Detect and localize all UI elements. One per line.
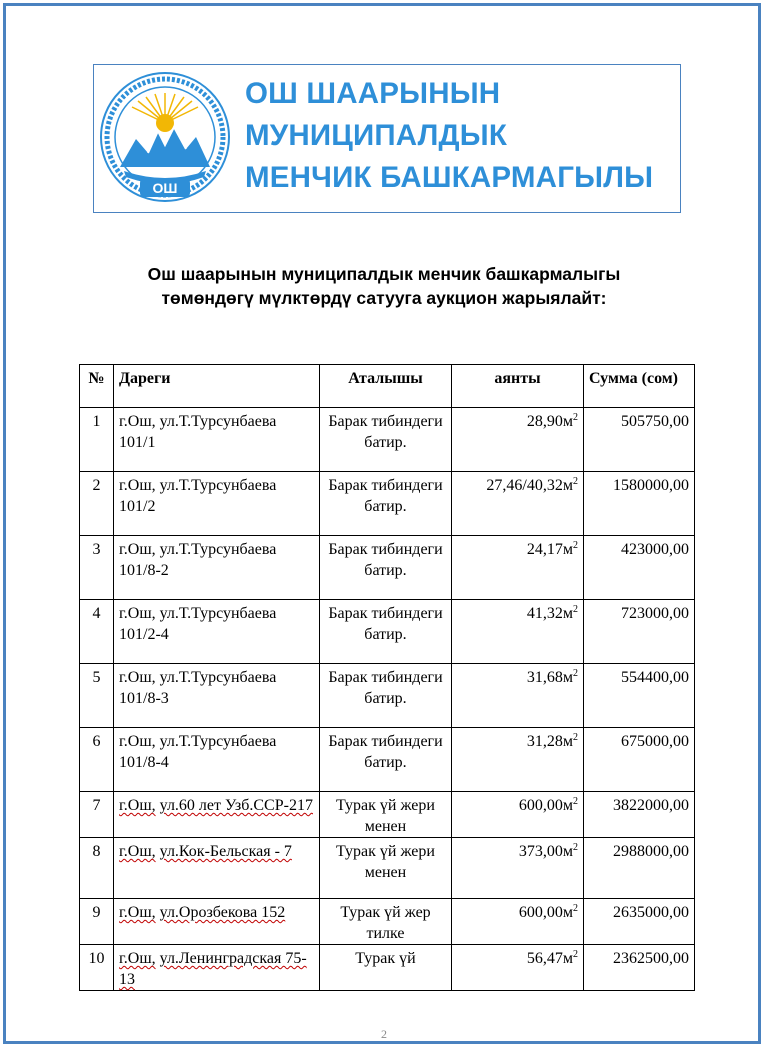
- office-title-line-1: ОШ ШААРЫНЫН: [245, 77, 501, 110]
- table-row: [80, 408, 695, 472]
- auction-lots-table: [79, 364, 695, 991]
- cell-area: [452, 536, 584, 600]
- area-value: 41,32м: [526, 605, 573, 622]
- area-value: 27,46/40,32м: [486, 477, 573, 494]
- table-row: [80, 945, 695, 991]
- emblem-text: ОШ: [152, 180, 178, 196]
- cell-num: 3: [80, 536, 114, 600]
- area-value: 56,47м: [526, 950, 573, 967]
- cell-area: [452, 472, 584, 536]
- cell-sum: 675000,00: [584, 728, 695, 792]
- cell-area: [452, 728, 584, 792]
- cell-area: [452, 408, 584, 472]
- cell-name: Барак тибиндеги батир.: [320, 600, 452, 664]
- announcement-line-1: Ош шаарынын муниципалдык менчик башкармалыгы: [147, 264, 621, 284]
- header-sum: Сумма (сом): [584, 365, 695, 408]
- cell-name: Барак тибиндеги батир.: [320, 728, 452, 792]
- cell-sum: 2362500,00: [584, 945, 695, 991]
- area-unit-superscript: 2: [573, 540, 578, 551]
- table-row: [80, 472, 695, 536]
- cell-area: [452, 792, 584, 838]
- area-unit-superscript: 2: [573, 668, 578, 679]
- cell-address: [114, 945, 320, 991]
- cell-name: Турак үй: [320, 945, 452, 991]
- cell-area: [452, 664, 584, 728]
- address-street: г.Ош, ул.Т.Турсунбаева 101/1: [119, 413, 277, 451]
- cell-address: [114, 664, 320, 728]
- address-street: г.Ош, ул.Т.Турсунбаева 101/2-4: [119, 605, 277, 643]
- address-street: г.Ош, ул.Т.Турсунбаева 101/2: [119, 477, 277, 515]
- cell-sum: 1580000,00: [584, 472, 695, 536]
- table-header-row: [80, 365, 695, 408]
- office-title-line-3: МЕНЧИК БАШКАРМАГЫЛЫ: [245, 161, 654, 194]
- cell-address: [114, 792, 320, 838]
- cell-name: Турак үй жери менен: [320, 838, 452, 899]
- office-title: [245, 73, 675, 199]
- area-value: 24,17м: [526, 541, 573, 558]
- area-value: 28,90м: [526, 413, 573, 430]
- cell-num: 2: [80, 472, 114, 536]
- cell-address: [114, 600, 320, 664]
- table-row: [80, 899, 695, 945]
- cell-address: [114, 472, 320, 536]
- cell-sum: 423000,00: [584, 536, 695, 600]
- cell-name: Барак тибиндеги батир.: [320, 536, 452, 600]
- cell-sum: 505750,00: [584, 408, 695, 472]
- cell-name: Барак тибиндеги батир.: [320, 664, 452, 728]
- cell-area: [452, 838, 584, 899]
- address-street: г.Ош, ул.Т.Турсунбаева 101/8-4: [119, 733, 277, 771]
- table-row: [80, 728, 695, 792]
- header-area: аянты: [452, 365, 584, 408]
- address-street: г.Ош, ул.Т.Турсунбаева 101/8-3: [119, 669, 277, 707]
- cell-num: 5: [80, 664, 114, 728]
- header-num: №: [80, 365, 114, 408]
- address-city: г.Ош,: [119, 843, 156, 860]
- announcement-line-2: төмөндөгү мүлктөрдү сатууга аукцион жарыялайт:: [161, 288, 607, 308]
- cell-num: 6: [80, 728, 114, 792]
- cell-name: Барак тибиндеги батир.: [320, 408, 452, 472]
- area-unit-superscript: 2: [573, 732, 578, 743]
- cell-sum: 554400,00: [584, 664, 695, 728]
- header-banner: [93, 64, 681, 213]
- cell-num: 4: [80, 600, 114, 664]
- cell-address: [114, 728, 320, 792]
- cell-num: 9: [80, 899, 114, 945]
- area-value: 31,68м: [526, 669, 573, 686]
- address-city: г.Ош,: [119, 904, 156, 921]
- cell-address: [114, 408, 320, 472]
- cell-num: 1: [80, 408, 114, 472]
- osh-city-emblem-icon: [96, 67, 234, 210]
- area-value: 600,00м: [518, 797, 573, 814]
- area-unit-superscript: 2: [573, 842, 578, 853]
- address-street: ул.Кок-Бельская - 7: [159, 843, 292, 860]
- address-street: ул.Ленинградская 75-13: [119, 950, 307, 988]
- address-street: ул.60 лет Узб.ССР-217: [159, 797, 313, 814]
- area-unit-superscript: 2: [573, 903, 578, 914]
- office-title-line-2: МУНИЦИПАЛДЫК: [245, 119, 508, 152]
- area-unit-superscript: 2: [573, 949, 578, 960]
- table-row: [80, 600, 695, 664]
- area-value: 600,00м: [518, 904, 573, 921]
- cell-address: [114, 536, 320, 600]
- cell-sum: 723000,00: [584, 600, 695, 664]
- address-street: ул.Орозбекова 152: [159, 904, 286, 921]
- header-address: Дареги: [114, 365, 320, 408]
- cell-num: 7: [80, 792, 114, 838]
- address-street: г.Ош, ул.Т.Турсунбаева 101/8-2: [119, 541, 277, 579]
- cell-num: 8: [80, 838, 114, 899]
- cell-address: [114, 899, 320, 945]
- area-value: 373,00м: [518, 843, 573, 860]
- table-row: [80, 536, 695, 600]
- table-row: [80, 838, 695, 899]
- area-unit-superscript: 2: [573, 412, 578, 423]
- cell-area: [452, 945, 584, 991]
- area-unit-superscript: 2: [573, 604, 578, 615]
- address-city: г.Ош,: [119, 797, 156, 814]
- cell-sum: 2988000,00: [584, 838, 695, 899]
- cell-num: 10: [80, 945, 114, 991]
- table-row: [80, 792, 695, 838]
- area-unit-superscript: 2: [573, 796, 578, 807]
- cell-sum: 3822000,00: [584, 792, 695, 838]
- cell-area: [452, 899, 584, 945]
- cell-sum: 2635000,00: [584, 899, 695, 945]
- table-row: [80, 664, 695, 728]
- cell-address: [114, 838, 320, 899]
- header-name: Аталышы: [320, 365, 452, 408]
- cell-name: Турак үй жери менен: [320, 792, 452, 838]
- cell-name: Барак тибиндеги батир.: [320, 472, 452, 536]
- auction-announcement: [60, 262, 708, 310]
- address-city: г.Ош,: [119, 950, 156, 967]
- area-value: 31,28м: [526, 733, 573, 750]
- cell-name: Турак үй жер тилке: [320, 899, 452, 945]
- cell-area: [452, 600, 584, 664]
- area-unit-superscript: 2: [573, 476, 578, 487]
- page-number: 2: [381, 1027, 387, 1041]
